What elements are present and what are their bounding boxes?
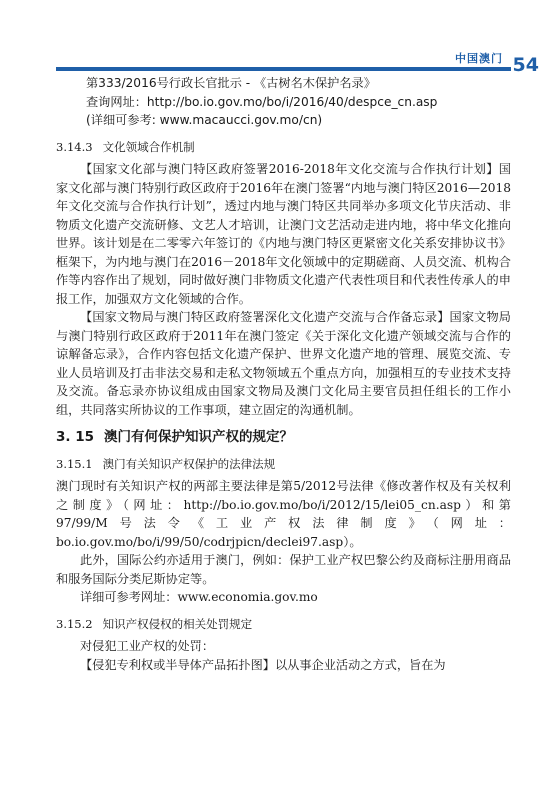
- decree-line: 第333/2016号行政长官批示 - 《古树名木保护名录》: [86, 76, 376, 90]
- subsection-number: 3.15.1: [56, 456, 93, 471]
- page-number: 54: [512, 54, 539, 76]
- subsection-title: 文化领域合作机制: [102, 139, 195, 154]
- subsection-title: 知识产权侵权的相关处罚规定: [102, 616, 253, 631]
- paragraph: 【国家文物局与澳门特区政府签署深化文化遗产交流与合作备忘录】国家文物局与澳门特别行政区政府于2011年在澳门签定《关于深化文化遗产领域交流与合作的谅解备忘录》，合作内容包括文化遗产保护、世界文化遗产地的管理、展览交流、专业人员培训及打击非法交易和走私文物领域五个重点方向，加强相互的专业技术支持及交流。备忘录亦协议组成由国家文物局及澳门文化局主要官员担任组长的工作小组，共同落实所协议的工作事项，建立固定的沟通机制。: [56, 310, 511, 417]
- section-number: 3. 15: [56, 429, 95, 445]
- paragraph: 澳门现时有关知识产权的两部主要法律是第5/2012号法律《修改著作权及有关权利之制度》（网址：http://bo.io.gov.mo/bo/i/2012/15/lei05_cn.asp）和第97/99/M号法令《工业产权法律制度》（网址：bo.io.gov.mo/bo/i/99/50/codrjpicn/declei97.asp）。: [56, 479, 511, 549]
- paragraph: 详细可参考网址：www.economia.gov.mo: [80, 590, 318, 604]
- header-label: 中国澳门: [455, 52, 503, 65]
- query-url-line: 查询网址：http://bo.io.gov.mo/bo/i/2016/40/despce_cn.asp: [86, 94, 438, 109]
- document-body: [56, 74, 511, 674]
- top-block: [56, 74, 511, 130]
- paragraph: 此外，国际公约亦适用于澳门，例如：保护工业产权巴黎公约及商标注册用商品和服务国际分类尼斯协定等。: [56, 553, 511, 586]
- reference-line: (详细可参考: www.macaucci.gov.mo/cn): [86, 113, 323, 127]
- section-heading-3-15: [56, 428, 511, 447]
- subsection-heading-3-15-1: [56, 455, 511, 474]
- subsection-number: 3.14.3: [56, 139, 93, 154]
- subsection-title: 澳门有关知识产权保护的法律法规: [102, 456, 276, 471]
- section-title: 澳门有何保护知识产权的规定？: [104, 429, 294, 445]
- paragraph: 【国家文化部与澳门特区政府签署2016-2018年文化交流与合作执行计划】国家文化部与澳门特别行政区政府于2016年在澳门签署“内地与澳门特区2016—2018年文化交流与合作执行计划”，透过内地与澳门特区共同举办多项文化节庆活动、非物质文化遗产交流研修、文艺人才培训，让澳门文艺活动走进内地，将中华文化推向世界。该计划是在二零零六年签订的《内地与澳门特区更紧密文化关系安排协议书》框架下，为内地与澳门在2016－2018年文化领域中的定期磋商、人员交流、机构合作等内容作出了规划，同时做好澳门非物质文化遗产代表性项目和代表性传承人的申报工作，加强双方文化领域的合作。: [56, 162, 511, 306]
- paragraph: 对侵犯工业产权的处罚：: [80, 639, 215, 653]
- paragraph: 【侵犯专利权或半导体产品拓扑图】以从事企业活动之方式，旨在为: [80, 657, 446, 672]
- subsection-heading-3-15-2: [56, 615, 511, 634]
- subsection-number: 3.15.2: [56, 616, 93, 631]
- header-rule: [56, 67, 511, 71]
- subsection-heading-3-14-3: [56, 138, 511, 157]
